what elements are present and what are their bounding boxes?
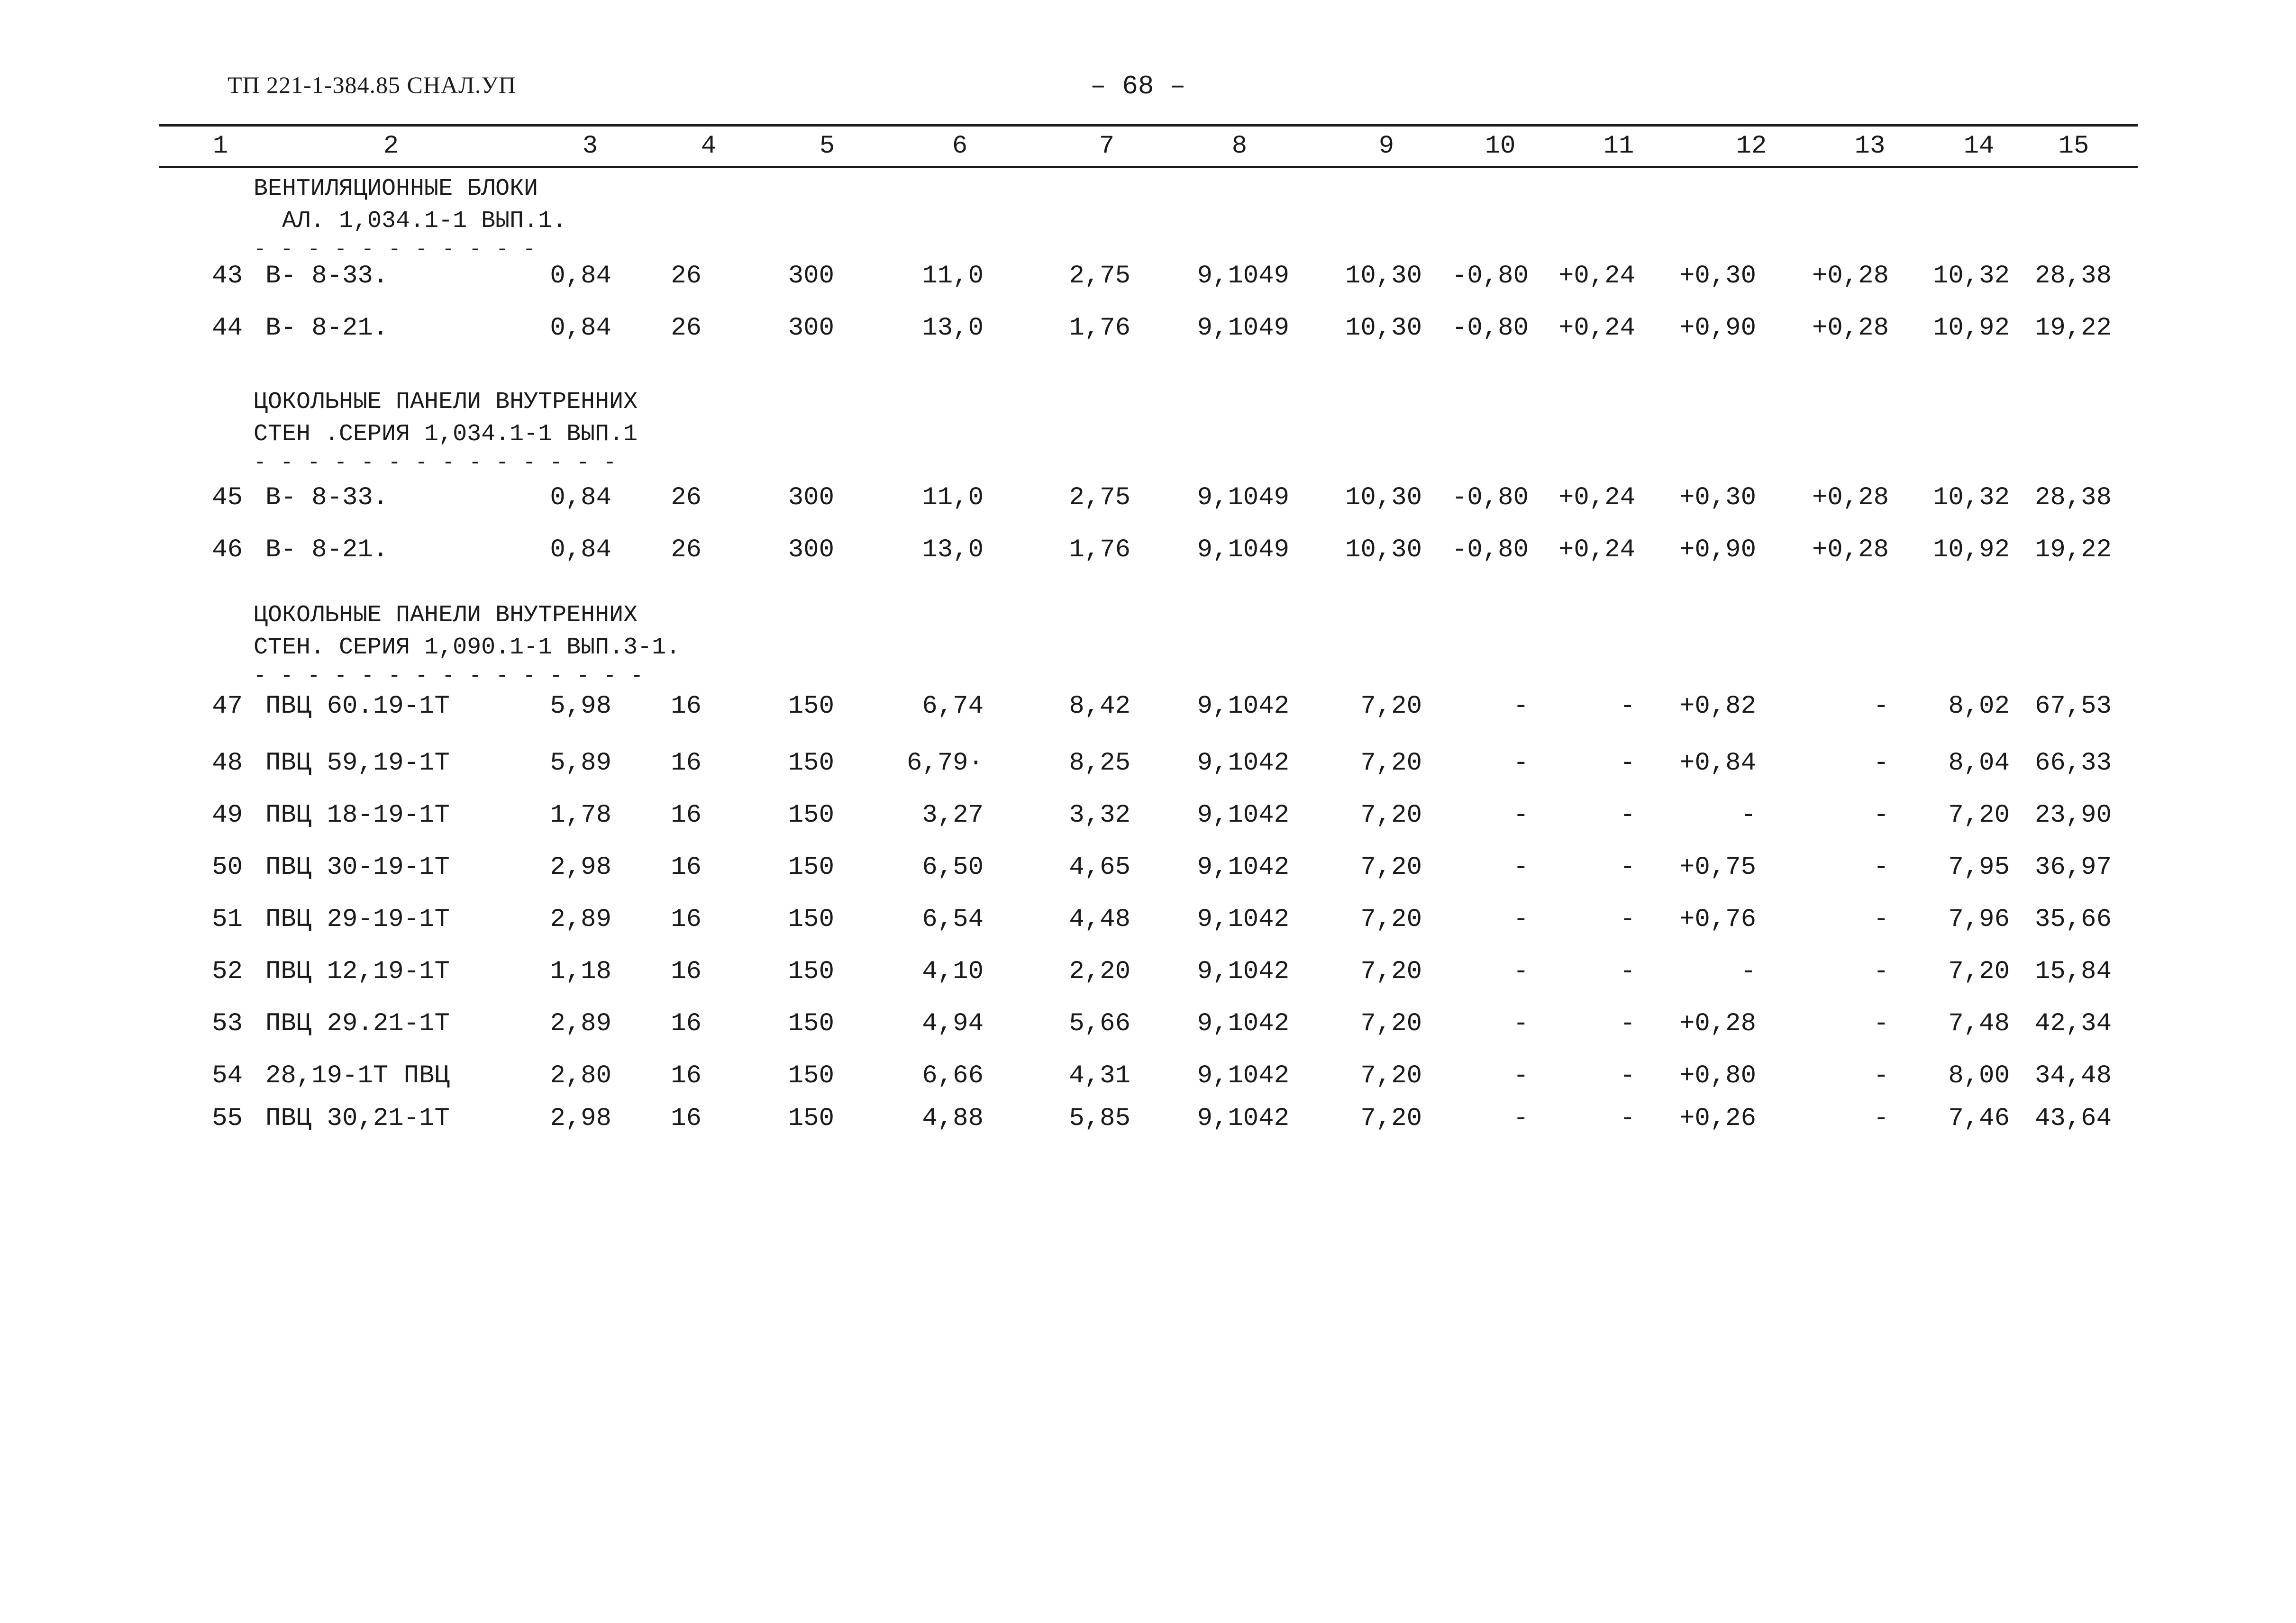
row-number: 45 bbox=[212, 483, 243, 512]
cell-col-9: 7,20 bbox=[1360, 692, 1422, 721]
cell-col-13: - bbox=[1873, 1009, 1889, 1038]
cell-col-8: 9,1042 bbox=[1197, 801, 1289, 830]
cell-col-5: 300 bbox=[788, 262, 834, 290]
cell-col-10: - bbox=[1513, 1009, 1529, 1038]
cell-col-10: -0,80 bbox=[1451, 535, 1529, 564]
cell-col-9: 7,20 bbox=[1360, 1104, 1422, 1133]
section-title-line: СТЕН .СЕРИЯ 1,034.1-1 ВЫП.1 bbox=[254, 421, 638, 448]
cell-col-12: +0,82 bbox=[1679, 692, 1756, 721]
cell-col-15: 23,90 bbox=[2034, 801, 2112, 830]
cell-col-9: 7,20 bbox=[1360, 957, 1422, 986]
cell-col-5: 150 bbox=[788, 853, 834, 882]
cell-col-14: 8,00 bbox=[1948, 1061, 2010, 1090]
cell-col-10: - bbox=[1513, 801, 1529, 830]
cell-col-6: 6,79· bbox=[906, 749, 984, 778]
cell-col-14: 8,02 bbox=[1948, 692, 2010, 721]
column-number-8: 8 bbox=[1231, 132, 1248, 161]
document-code: ТП 221-1-384.85 СНАЛ.УП bbox=[228, 72, 516, 98]
cell-col-5: 150 bbox=[788, 692, 834, 721]
cell-col-12: +0,28 bbox=[1679, 1009, 1756, 1038]
column-number-7: 7 bbox=[1099, 132, 1115, 161]
cell-col-5: 150 bbox=[788, 905, 834, 934]
cell-col-9: 10,30 bbox=[1345, 483, 1422, 512]
cell-col-12: - bbox=[1740, 801, 1756, 830]
cell-col-15: 36,97 bbox=[2034, 853, 2112, 882]
cell-col-5: 150 bbox=[788, 1061, 834, 1090]
cell-col-13: +0,28 bbox=[1812, 535, 1889, 564]
cell-col-13: - bbox=[1873, 1104, 1889, 1133]
column-number-12: 12 bbox=[1736, 132, 1767, 161]
element-mark: В- 8-33. bbox=[265, 262, 389, 290]
cell-col-12: +0,76 bbox=[1679, 905, 1756, 934]
cell-col-4: 26 bbox=[671, 483, 702, 512]
cell-col-14: 10,92 bbox=[1932, 314, 2010, 343]
cell-col-8: 9,1042 bbox=[1197, 692, 1289, 721]
cell-col-6: 13,0 bbox=[922, 535, 984, 564]
cell-col-15: 35,66 bbox=[2034, 905, 2112, 934]
column-number-15: 15 bbox=[2058, 132, 2089, 161]
row-number: 55 bbox=[212, 1104, 243, 1133]
cell-col-7: 8,25 bbox=[1069, 749, 1130, 778]
cell-col-7: 2,75 bbox=[1069, 262, 1130, 290]
cell-col-4: 16 bbox=[671, 801, 702, 830]
cell-col-14: 7,46 bbox=[1948, 1104, 2010, 1133]
cell-col-3: 0,84 bbox=[550, 535, 611, 564]
cell-col-7: 5,85 bbox=[1069, 1104, 1130, 1133]
cell-col-5: 150 bbox=[788, 957, 834, 986]
cell-col-9: 10,30 bbox=[1345, 314, 1422, 343]
element-mark: ПВЦ 29.21-1Т bbox=[265, 1009, 450, 1038]
column-number-14: 14 bbox=[1963, 132, 1995, 161]
cell-col-11: - bbox=[1620, 1061, 1635, 1090]
cell-col-15: 66,33 bbox=[2034, 749, 2112, 778]
cell-col-6: 11,0 bbox=[922, 483, 984, 512]
cell-col-12: +0,84 bbox=[1679, 749, 1756, 778]
cell-col-8: 9,1042 bbox=[1197, 749, 1289, 778]
cell-col-14: 10,32 bbox=[1932, 483, 2010, 512]
cell-col-10: - bbox=[1513, 957, 1529, 986]
cell-col-7: 4,65 bbox=[1069, 853, 1130, 882]
cell-col-12: +0,80 bbox=[1679, 1061, 1756, 1090]
cell-col-10: - bbox=[1513, 853, 1529, 882]
row-number: 47 bbox=[212, 692, 243, 721]
cell-col-13: - bbox=[1873, 749, 1889, 778]
cell-col-15: 67,53 bbox=[2034, 692, 2112, 721]
cell-col-13: - bbox=[1873, 957, 1889, 986]
row-number: 52 bbox=[212, 957, 243, 986]
cell-col-6: 6,50 bbox=[922, 853, 984, 882]
section-underline: - - - - - - - - - - - bbox=[254, 238, 537, 262]
element-mark: В- 8-21. bbox=[265, 535, 389, 564]
column-number-2: 2 bbox=[383, 132, 399, 161]
cell-col-14: 10,32 bbox=[1932, 262, 2010, 290]
cell-col-13: +0,28 bbox=[1812, 314, 1889, 343]
cell-col-10: - bbox=[1513, 1104, 1529, 1133]
cell-col-7: 4,31 bbox=[1069, 1061, 1130, 1090]
cell-col-8: 9,1042 bbox=[1197, 1009, 1289, 1038]
cell-col-11: - bbox=[1620, 801, 1635, 830]
cell-col-8: 9,1042 bbox=[1197, 853, 1289, 882]
cell-col-4: 16 bbox=[671, 692, 702, 721]
cell-col-6: 4,10 bbox=[922, 957, 984, 986]
cell-col-10: - bbox=[1513, 692, 1529, 721]
cell-col-3: 2,98 bbox=[550, 1104, 611, 1133]
cell-col-13: - bbox=[1873, 905, 1889, 934]
cell-col-10: -0,80 bbox=[1451, 314, 1529, 343]
row-number: 53 bbox=[212, 1009, 243, 1038]
cell-col-6: 3,27 bbox=[922, 801, 984, 830]
row-number: 50 bbox=[212, 853, 243, 882]
cell-col-11: - bbox=[1620, 1104, 1635, 1133]
cell-col-3: 2,89 bbox=[550, 905, 611, 934]
element-mark: ПВЦ 12,19-1Т bbox=[265, 957, 450, 986]
cell-col-4: 16 bbox=[671, 1009, 702, 1038]
row-number: 43 bbox=[212, 262, 243, 290]
cell-col-14: 8,04 bbox=[1948, 749, 2010, 778]
cell-col-13: - bbox=[1873, 801, 1889, 830]
section-underline: - - - - - - - - - - - - - - - bbox=[254, 664, 644, 688]
cell-col-15: 15,84 bbox=[2034, 957, 2112, 986]
element-mark: ПВЦ 30,21-1Т bbox=[265, 1104, 450, 1133]
cell-col-4: 16 bbox=[671, 905, 702, 934]
cell-col-14: 7,20 bbox=[1948, 957, 2010, 986]
section-title-line: АЛ. 1,034.1-1 ВЫП.1. bbox=[254, 208, 567, 235]
column-number-11: 11 bbox=[1603, 132, 1634, 161]
cell-col-3: 2,80 bbox=[550, 1061, 611, 1090]
cell-col-8: 9,1042 bbox=[1197, 1104, 1289, 1133]
cell-col-5: 300 bbox=[788, 314, 834, 343]
row-number: 54 bbox=[212, 1061, 243, 1090]
cell-col-10: - bbox=[1513, 905, 1529, 934]
cell-col-9: 10,30 bbox=[1345, 535, 1422, 564]
cell-col-15: 19,22 bbox=[2034, 535, 2112, 564]
row-number: 44 bbox=[212, 314, 243, 343]
cell-col-3: 5,98 bbox=[550, 692, 611, 721]
cell-col-3: 1,18 bbox=[550, 957, 611, 986]
cell-col-5: 300 bbox=[788, 535, 834, 564]
cell-col-11: - bbox=[1620, 957, 1635, 986]
cell-col-3: 1,78 bbox=[550, 801, 611, 830]
cell-col-15: 19,22 bbox=[2034, 314, 2112, 343]
cell-col-3: 0,84 bbox=[550, 314, 611, 343]
cell-col-8: 9,1042 bbox=[1197, 957, 1289, 986]
cell-col-8: 9,1042 bbox=[1197, 1061, 1289, 1090]
cell-col-15: 42,34 bbox=[2034, 1009, 2112, 1038]
cell-col-14: 7,48 bbox=[1948, 1009, 2010, 1038]
cell-col-6: 11,0 bbox=[922, 262, 984, 290]
cell-col-7: 1,76 bbox=[1069, 314, 1130, 343]
cell-col-10: -0,80 bbox=[1451, 483, 1529, 512]
cell-col-6: 6,66 bbox=[922, 1061, 984, 1090]
row-number: 49 bbox=[212, 801, 243, 830]
column-number-5: 5 bbox=[819, 132, 835, 161]
cell-col-15: 28,38 bbox=[2034, 262, 2112, 290]
cell-col-4: 16 bbox=[671, 957, 702, 986]
element-mark: В- 8-33. bbox=[265, 483, 389, 512]
cell-col-5: 150 bbox=[788, 1104, 834, 1133]
cell-col-13: - bbox=[1873, 692, 1889, 721]
cell-col-14: 7,95 bbox=[1948, 853, 2010, 882]
cell-col-8: 9,1049 bbox=[1197, 262, 1289, 290]
column-number-3: 3 bbox=[582, 132, 598, 161]
cell-col-10: - bbox=[1513, 749, 1529, 778]
cell-col-11: +0,24 bbox=[1558, 262, 1635, 290]
cell-col-12: +0,90 bbox=[1679, 535, 1756, 564]
element-mark: ПВЦ 18-19-1Т bbox=[265, 801, 450, 830]
cell-col-11: - bbox=[1620, 853, 1635, 882]
cell-col-9: 7,20 bbox=[1360, 1009, 1422, 1038]
cell-col-8: 9,1049 bbox=[1197, 314, 1289, 343]
section-title-line: ЦОКОЛЬНЫЕ ПАНЕЛИ ВНУТРЕННИХ bbox=[254, 602, 638, 629]
cell-col-12: +0,30 bbox=[1679, 483, 1756, 512]
cell-col-9: 7,20 bbox=[1360, 905, 1422, 934]
cell-col-15: 28,38 bbox=[2034, 483, 2112, 512]
cell-col-12: - bbox=[1740, 957, 1756, 986]
column-number-1: 1 bbox=[212, 132, 228, 161]
cell-col-5: 150 bbox=[788, 801, 834, 830]
cell-col-11: +0,24 bbox=[1558, 535, 1635, 564]
element-mark: ПВЦ 29-19-1Т bbox=[265, 905, 450, 934]
cell-col-11: - bbox=[1620, 692, 1635, 721]
cell-col-7: 5,66 bbox=[1069, 1009, 1130, 1038]
section-title-line: ЦОКОЛЬНЫЕ ПАНЕЛИ ВНУТРЕННИХ bbox=[254, 389, 638, 416]
cell-col-10: -0,80 bbox=[1451, 262, 1529, 290]
cell-col-4: 26 bbox=[671, 262, 702, 290]
cell-col-11: +0,24 bbox=[1558, 314, 1635, 343]
cell-col-3: 2,98 bbox=[550, 853, 611, 882]
cell-col-15: 43,64 bbox=[2034, 1104, 2112, 1133]
row-number: 48 bbox=[212, 749, 243, 778]
cell-col-7: 3,32 bbox=[1069, 801, 1130, 830]
section-title-line: СТЕН. СЕРИЯ 1,090.1-1 ВЫП.3-1. bbox=[254, 634, 681, 661]
cell-col-9: 7,20 bbox=[1360, 853, 1422, 882]
column-number-10: 10 bbox=[1485, 132, 1516, 161]
column-number-13: 13 bbox=[1854, 132, 1886, 161]
cell-col-14: 10,92 bbox=[1932, 535, 2010, 564]
cell-col-8: 9,1042 bbox=[1197, 905, 1289, 934]
cell-col-6: 4,94 bbox=[922, 1009, 984, 1038]
cell-col-13: - bbox=[1873, 1061, 1889, 1090]
cell-col-15: 34,48 bbox=[2034, 1061, 2112, 1090]
cell-col-9: 7,20 bbox=[1360, 801, 1422, 830]
cell-col-14: 7,96 bbox=[1948, 905, 2010, 934]
cell-col-7: 4,48 bbox=[1069, 905, 1130, 934]
cell-col-12: +0,26 bbox=[1679, 1104, 1756, 1133]
cell-col-12: +0,30 bbox=[1679, 262, 1756, 290]
cell-col-7: 2,75 bbox=[1069, 483, 1130, 512]
cell-col-13: +0,28 bbox=[1812, 262, 1889, 290]
cell-col-3: 2,89 bbox=[550, 1009, 611, 1038]
cell-col-7: 2,20 bbox=[1069, 957, 1130, 986]
cell-col-12: +0,75 bbox=[1679, 853, 1756, 882]
cell-col-3: 5,89 bbox=[550, 749, 611, 778]
table-top-rule bbox=[159, 124, 2138, 127]
header-bottom-rule bbox=[159, 166, 2138, 168]
cell-col-11: - bbox=[1620, 1009, 1635, 1038]
cell-col-10: - bbox=[1513, 1061, 1529, 1090]
cell-col-4: 16 bbox=[671, 749, 702, 778]
cell-col-7: 1,76 bbox=[1069, 535, 1130, 564]
cell-col-5: 150 bbox=[788, 1009, 834, 1038]
cell-col-9: 10,30 bbox=[1345, 262, 1422, 290]
cell-col-4: 16 bbox=[671, 1061, 702, 1090]
cell-col-3: 0,84 bbox=[550, 262, 611, 290]
cell-col-13: +0,28 bbox=[1812, 483, 1889, 512]
cell-col-11: - bbox=[1620, 905, 1635, 934]
element-mark: ПВЦ 30-19-1Т bbox=[265, 853, 450, 882]
column-number-4: 4 bbox=[701, 132, 717, 161]
cell-col-6: 13,0 bbox=[922, 314, 984, 343]
element-mark: В- 8-21. bbox=[265, 314, 389, 343]
element-mark: ПВЦ 59,19-1Т bbox=[265, 749, 450, 778]
cell-col-14: 7,20 bbox=[1948, 801, 2010, 830]
cell-col-6: 4,88 bbox=[922, 1104, 984, 1133]
section-underline: - - - - - - - - - - - - - - bbox=[254, 451, 617, 475]
cell-col-9: 7,20 bbox=[1360, 1061, 1422, 1090]
cell-col-5: 300 bbox=[788, 483, 834, 512]
section-title-line: ВЕНТИЛЯЦИОННЫЕ БЛОКИ bbox=[254, 175, 538, 202]
column-number-9: 9 bbox=[1378, 132, 1394, 161]
cell-col-12: +0,90 bbox=[1679, 314, 1756, 343]
cell-col-6: 6,54 bbox=[922, 905, 984, 934]
cell-col-4: 26 bbox=[671, 535, 702, 564]
element-mark: 28,19-1Т ПВЦ bbox=[265, 1061, 450, 1090]
row-number: 51 bbox=[212, 905, 243, 934]
cell-col-7: 8,42 bbox=[1069, 692, 1130, 721]
column-number-6: 6 bbox=[952, 132, 968, 161]
cell-col-6: 6,74 bbox=[922, 692, 984, 721]
cell-col-8: 9,1049 bbox=[1197, 535, 1289, 564]
page-number: – 68 – bbox=[1090, 71, 1186, 101]
cell-col-4: 26 bbox=[671, 314, 702, 343]
cell-col-13: - bbox=[1873, 853, 1889, 882]
cell-col-4: 16 bbox=[671, 1104, 702, 1133]
cell-col-8: 9,1049 bbox=[1197, 483, 1289, 512]
cell-col-11: - bbox=[1620, 749, 1635, 778]
cell-col-3: 0,84 bbox=[550, 483, 611, 512]
row-number: 46 bbox=[212, 535, 243, 564]
cell-col-5: 150 bbox=[788, 749, 834, 778]
element-mark: ПВЦ 60.19-1Т bbox=[265, 692, 450, 721]
cell-col-11: +0,24 bbox=[1558, 483, 1635, 512]
cell-col-4: 16 bbox=[671, 853, 702, 882]
cell-col-9: 7,20 bbox=[1360, 749, 1422, 778]
